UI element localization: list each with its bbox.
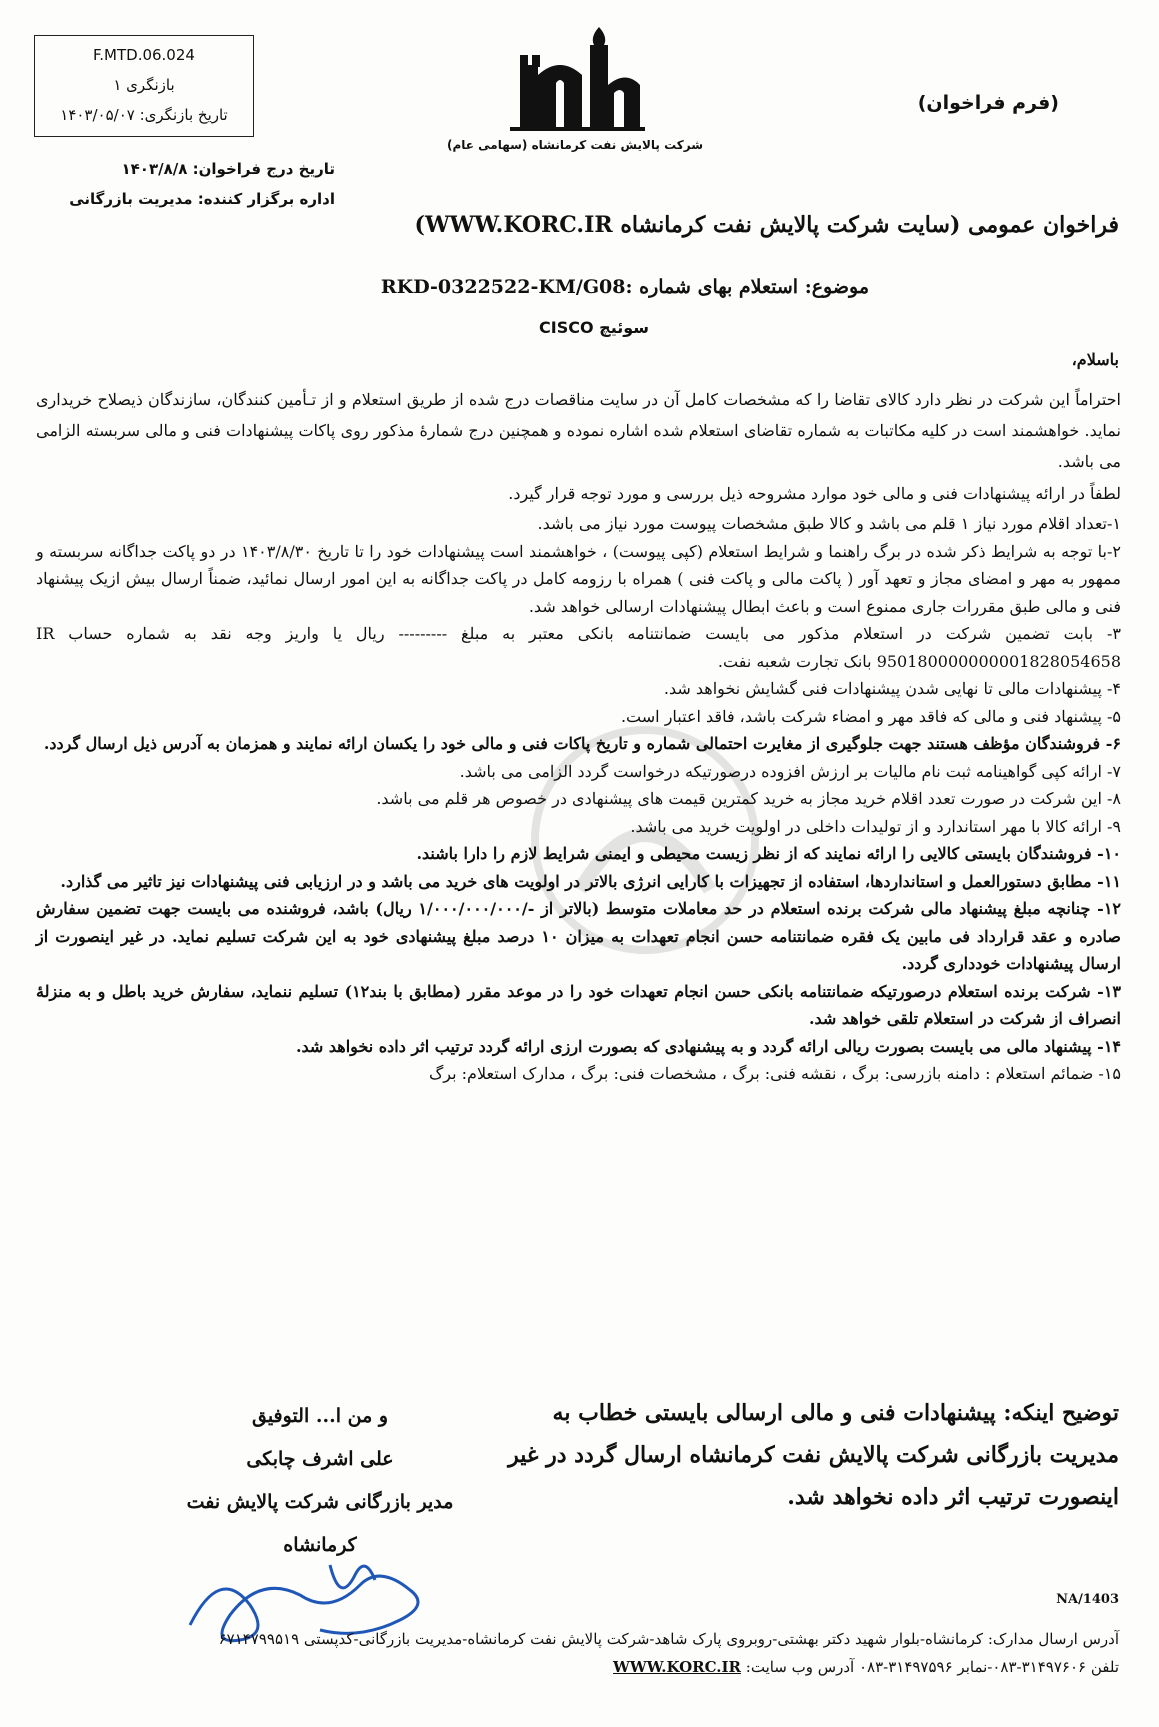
- closing-phrase: و من ا... التوفیق: [251, 1405, 389, 1427]
- list-item: ۱۳- شرکت برنده استعلام درصورتیکه ضمانتنامه بانکی حسن انجام تعهدات خود را در موعد مقرر (مطابق با بند۱۲) تسلیم ننماید، سفارش خرید باطل و به منزلۀ انصراف از شرکت در استعلام تلقی خواهد شد.: [36, 981, 1121, 1028]
- list-item: ۸- این شرکت در صورت تعدد اقلام خرید مجاز به خرید کمترین قیمت های پیشنهادی در خصوص هر قلم می باشد.: [376, 789, 1121, 808]
- list-item: ۱۰- فروشندگان بایستی کالایی را ارائه نمایند که از نظر زیست محیطی و ایمنی شرایط لازم را دارا باشند.: [416, 844, 1121, 863]
- form-code: F.MTD.06.024: [93, 46, 195, 64]
- main-title: فراخوان عمومی (سایت شرکت پالایش نفت کرمانشاه WWW.KORC.IR): [414, 212, 1119, 238]
- posting-date: تاریخ درج فراخوان: ۱۴۰۳/۸/۸: [121, 160, 335, 178]
- list-item: ۱۴- پیشنهاد مالی می بایست بصورت ریالی ارائه گردد و به پیشنهادی که بصورت ارزی ارائه گردد ترتیب اثر داده نخواهد شد.: [295, 1036, 1121, 1056]
- contact-line: [39, 1653, 1119, 1681]
- conditions-list: [36, 510, 1121, 1088]
- list-item: ۵- پیشنهاد فنی و مالی که فاقد مهر و امضاء شرکت باشد، فاقد اعتبار است.: [620, 706, 1121, 726]
- list-item: ۹- ارائه کالا با مهر استاندارد و از تولیدات داخلی در اولویت خرید می باشد.: [630, 816, 1121, 836]
- request-paragraph: لطفاً در ارائه پیشنهادات فنی و مالی خود موارد مشروحه ذیل بررسی و مورد توجه قرار گیرد.: [508, 484, 1121, 503]
- list-item: ۳- بابت تضمین شرکت در استعلام مذکور می بایست ضمانتنامه بانکی معتبر به مبلغ --------- ریال یا واریز وجه نقد به شماره حساب IR 950180000000001828054658 بانک تجارت شعبه نفت.: [36, 624, 1121, 671]
- organizer: اداره برگزار کننده: مدیریت بازرگانی: [69, 190, 335, 208]
- list-item: ۱-تعداد اقلام مورد نیاز ۱ قلم می باشد و کالا طبق مشخصات پیوست مورد نیاز می باشد.: [537, 514, 1121, 533]
- list-item: ۱۲- چنانچه مبلغ پیشنهاد مالی شرکت برنده استعلام در حد معاملات متوسط (بالاتر از -/۱/۰۰۰/۰۰۰/۰۰۰ ریال) باشد، فروشنده می بایست جهت تضمین سفارش صادره و عقد قرارداد فی مابین یک فقره ضمانتنامه حسن انجام تعهدات به میزان ۱۰ درصد مبلغ پیشنهادی خود به این شرکت تسلیم نماید. در غیر اینصورت از ارسال پیشنهادات خودداری گردد.: [36, 899, 1121, 973]
- intro-paragraph: احتراماً این شرکت در نظر دارد کالای تقاضا را که مشخصات کامل آن در سایت مناقصات درج شده از طریق استعلام و از تـأمین کنندگان، سازندگان ذیصلاح خریداری نماید. خواهشمند است در کلیه مکاتبات به شماره تقاضای استعلام شده اشاره نموده و همچنین درج شمارۀ مذکور روی پاکات پیشنهادات فنی و مالی سربسته الزامی می باشد.: [36, 390, 1122, 471]
- form-info-box: [34, 35, 254, 137]
- address-block: [39, 1625, 1119, 1681]
- signer-name: علی اشرف چابکی: [246, 1448, 394, 1470]
- list-item: ۶- فروشندگان مؤظف هستند جهت جلوگیری از مغایرت احتمالی شماره و تاریخ پاکات فنی و مالی خود را یکسان ارائه نمایند و همزمان به آدرس ذیل ارسال گردد.: [43, 734, 1121, 753]
- greeting: باسلام،: [1071, 350, 1119, 369]
- list-item: ۱۵- ضمائم استعلام : دامنه بازرسی: برگ ، نقشه فنی: برگ ، مشخصات فنی: برگ ، مدارک استعلام: برگ: [428, 1064, 1121, 1083]
- form-title: (فرم فراخوان): [917, 92, 1059, 114]
- company-name-small: شرکت پالایش نفت کرمانشاه (سهامی عام): [446, 138, 704, 152]
- doc-code: NA/1403: [1056, 1592, 1119, 1607]
- list-item: ۲-با توجه به شرایط ذکر شده در برگ راهنما و شرایط استعلام (کپی پیوست) ، خواهشمند است پیشنهادات خود را تا تاریخ ۱۴۰۳/۸/۳۰ در دو پاکت جداگانه سربسته و ممهور به مهر و امضای مجاز و تعهد آور ( پاکت مالی و پاکت فنی ) همراه با رزومه کامل در پاکت جداگانه به این امور ارسال نمائید، ضمناً ارسال بیش ازیک پیشنهاد فنی و مالی طبق مقررات جاری ممنوع است و باعث ابطال پیشنهادات ارسالی خواهد شد.: [36, 541, 1121, 616]
- phone-fax: تلفن ۳۱۴۹۷۶۰۶-۰۸۳-نمابر ۳۱۴۹۷۵۹۶-۰۸۳ آدرس وب سایت:: [745, 1658, 1119, 1676]
- closing-block: [150, 1395, 490, 1567]
- revision-date: تاریخ بازنگری: ۱۴۰۳/۰۵/۰۷: [60, 106, 228, 124]
- list-item: ۴- پیشنهادات مالی تا نهایی شدن پیشنهادات فنی گشایش نخواهد شد.: [663, 679, 1121, 698]
- footer-note: توضیح اینکه: پیشنهادات فنی و مالی ارسالی بایستی خطاب به مدیریت بازرگانی شرکت پالایش نفت کرمانشاه ارسال گردد در غیر اینصورت ترتیب اثر داده نخواهد شد.: [508, 1400, 1119, 1510]
- product-name: سوئیچ CISCO: [539, 318, 649, 337]
- signer-title: مدیر بازرگانی شرکت پالایش نفت کرمانشاه: [186, 1491, 454, 1556]
- company-logo: [500, 25, 650, 135]
- subject-line: موضوع: استعلام بهای شماره :RKD-0322522-KM/G08: [380, 276, 869, 298]
- website-link[interactable]: WWW.KORC.IR: [613, 1658, 741, 1676]
- list-item: ۷- ارائه کپی گواهینامه ثبت نام مالیات بر ارزش افزوده درصورتیکه درخواست گردد الزامی می باشد.: [459, 761, 1121, 781]
- list-item: ۱۱- مطابق دستورالعمل و استانداردها، استفاده از تجهیزات با کارایی انرژی بالاتر در اولویت های خرید می باشد و در ارزیابی فنی پیشنهادات نیز تاثیر می گذارد.: [60, 871, 1121, 891]
- address-line: آدرس ارسال مدارک: کرمانشاه-بلوار شهید دکتر بهشتی-روبروی پارک شاهد-شرکت پالایش نفت کرمانشاه-مدیریت بازرگانی-کدپستی ۶۷۱۴۷۹۹۵۱۹: [218, 1630, 1119, 1648]
- revision: بازنگری ۱: [113, 76, 175, 94]
